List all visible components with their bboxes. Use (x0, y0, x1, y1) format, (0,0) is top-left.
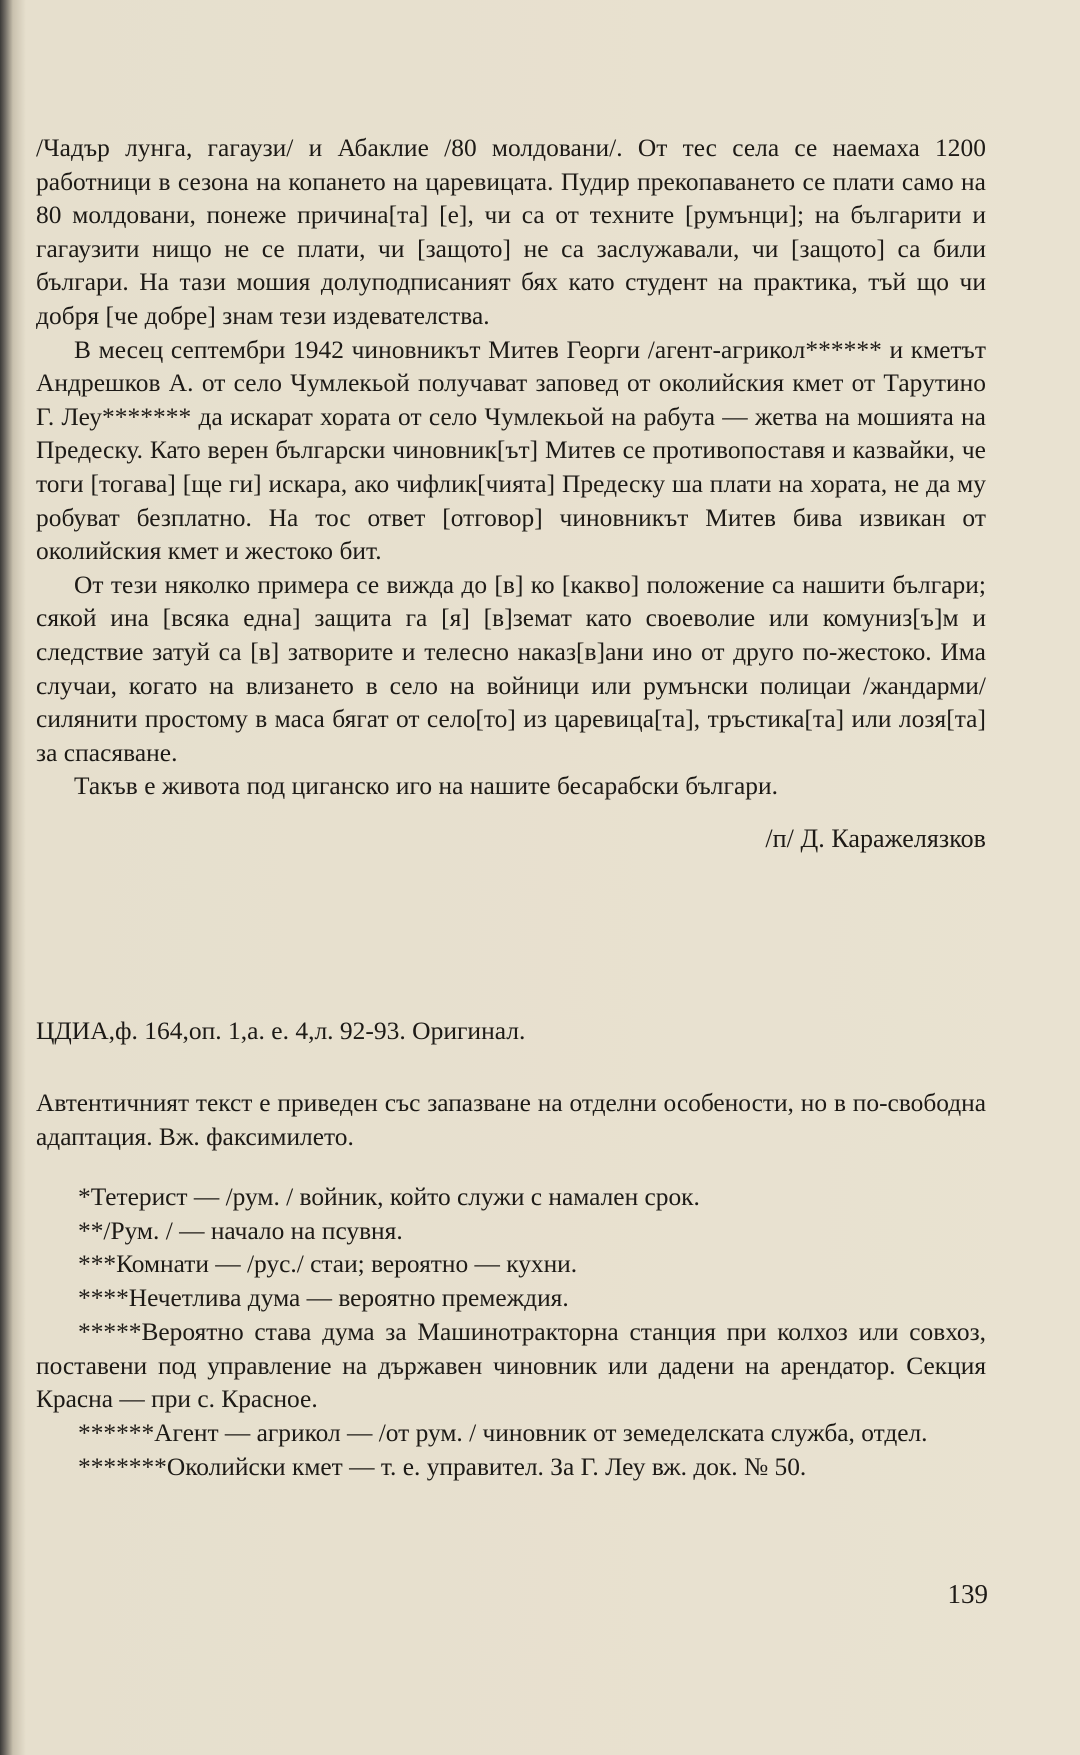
page-number: 139 (947, 1579, 988, 1609)
footnote-1: *Тетерист — /рум. / войник, който служи с намален срок. (78, 1183, 700, 1211)
footnote-2: **/Рум. / — начало на псувня. (78, 1216, 403, 1245)
paragraph-1: /Чадър лунга, гагаузи/ и Абаклие /80 молдовани/. От тес села се наемаха 1200 работници в сезона на копането на царевицата. Пудир прекопаването се плати само на 80 молдовани, понеже причина[та] [е], чи са от техните [румънци]; на българити и гагаузити нищо не се плати, чи [защото] не са заслужавали, чи [защото] са били българи. На тази мошия долуподписаният бях като студент на практика, тъй що чи добря [че добре] знам тези издевателства. (36, 134, 986, 330)
footnotes (36, 1181, 986, 1484)
footnote-4: ****Нечетлива дума — вероятно премеждия. (78, 1284, 569, 1313)
main-text (36, 132, 986, 855)
footnote-6: ******Агент — агрикол — /от рум. / чиновник от земеделската служба, отдел. (78, 1418, 928, 1447)
footnote-7: *******Околийски кмет — т. е. управител. За Г. Леу вж. док. № 50. (78, 1452, 807, 1481)
paragraph-3: От тези няколко примера се вижда до [в] ко [какво] положение са нашити българи; сякой ина [всяка една] защита га [я] [в]земат като своеволие или комуниз[ъ]м и следствие затуй са [в] затворите и телесно наказ[в]ани ино от друго по-жестоко. Има случаи, когато на влизането в село на войници или румънски полицаи /жандарми/ силянити простому в маса бягат от село[то] из царевица[та], тръстика[та] или лозя[та] за спасяване. (36, 570, 986, 767)
editorial-note: Автентичният текст е приведен със запазване на отделни особености, но в по-свободна адаптация. Вж. факсимилето. (36, 1089, 986, 1151)
footnote-3: ***Комнати — /рус./ стаи; вероятно — кухни. (78, 1250, 578, 1279)
footnote-5: *****Вероятно става дума за Машинотракторна станция при колхоз или совхоз, поставени под управление на държавен чиновник или дадени на арендатор. Секция Красна — при с. Красное. (36, 1317, 986, 1414)
signature: /п/ Д. Каражелязков (765, 823, 986, 853)
paragraph-2: В месец септембри 1942 чиновникът Митев Георги /агент-агрикол****** и кметът Андрешков А. от село Чумлекьой получават заповед от околийския кмет от Тарутино Г. Леу******* да искарат хората от село Чумлекьой на рабута — жетва на мошията на Предеску. Като верен български чиновник[ът] Митев се противопоставя и казвайки, че тоги [тогава] [ще ги] искара, ако чифлик[чията] Предеску ша плати на хората, не да му робуват безплатно. На тос ответ [отговор] чиновникът Митев бива извикан от околийския кмет и жестоко бит. (36, 335, 986, 566)
paragraph-4: Такъв е живота под циганско иго на нашите бесарабски българи. (74, 772, 779, 801)
source-citation: ЦДИА,ф. 164,оп. 1,а. е. 4,л. 92-93. Оригинал. (36, 1016, 526, 1045)
